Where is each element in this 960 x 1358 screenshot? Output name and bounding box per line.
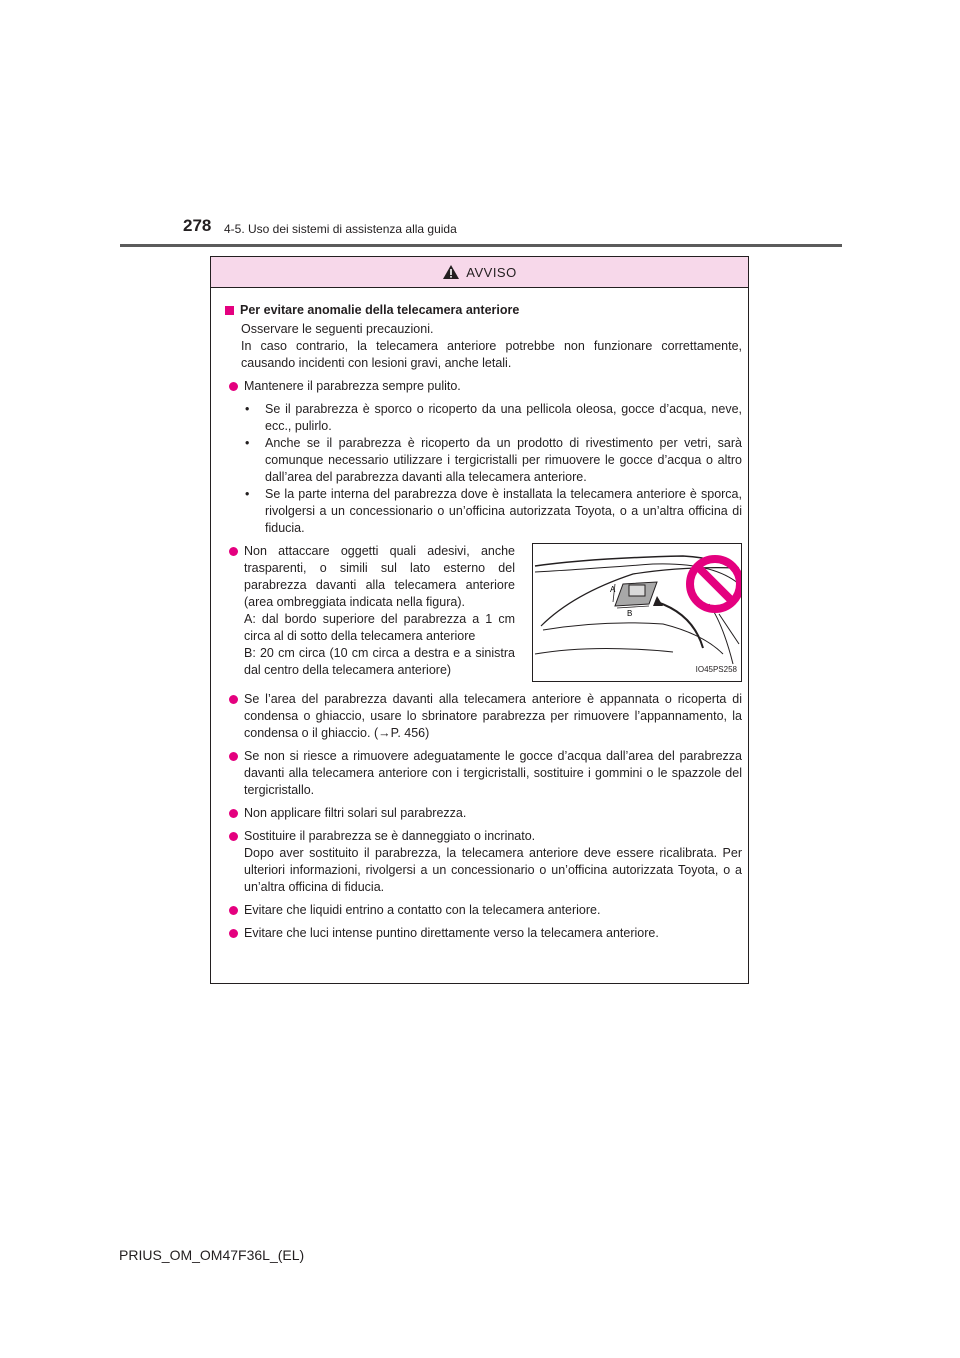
square-bullet-icon: [225, 306, 234, 315]
bullet-defroster: Se l’area del parabrezza davanti alla telecamera anteriore è appannata o ricoperta di condensa o ghiaccio, usare lo sbrinatore parabrezza per rimuovere l’appannamento, la condensa o il ghiaccio. (→P. 456): [225, 691, 742, 742]
bullet-replace-windshield: Sostituire il parabrezza se è danneggiato o incrinato. Dopo aver sostituito il parabrezza, la telecamera anteriore deve essere ricalibrata. Per ulteriori informazioni, rivolgersi a un concessionario o un’officina autorizzata Toyota, o a un’altra officina di fiducia.: [225, 828, 742, 896]
figure-id: IO45PS258: [695, 665, 737, 674]
round-bullet-icon: [229, 929, 238, 938]
dash-list: [241, 401, 742, 537]
round-bullet-icon: [229, 547, 238, 556]
warning-heading: Per evitare anomalie della telecamera anteriore: [225, 302, 742, 319]
label-b: B: [627, 609, 633, 618]
dash-item: • Se il parabrezza è sporco o ricoperto da una pellicola oleosa, gocce d’acqua, neve, ecc., pulirlo.: [245, 402, 742, 433]
round-bullet-icon: [229, 809, 238, 818]
warning-box: [210, 256, 749, 984]
bullet-no-bright-light: Evitare che luci intense puntino direttamente verso la telecamera anteriore.: [225, 925, 742, 942]
document-code: PRIUS_OM_OM47F36L_(EL): [119, 1247, 305, 1263]
section-title: 4-5. Uso dei sistemi di assistenza alla guida: [224, 222, 457, 236]
intro-line-2: In caso contrario, la telecamera anteriore potrebbe non funzionare correttamente, causando incidenti con lesioni gravi, anche letali.: [241, 339, 742, 370]
intro-line-1: Osservare le seguenti precauzioni.: [241, 322, 434, 336]
bullet-wiper-blades: Se non si riesce a rimuovere adeguatamente le gocce d’acqua dall’area del parabrezza davanti alla telecamera anteriore con i tergicristalli, sostituire i gommini o le spazzole del tergicristallo.: [225, 748, 742, 799]
warning-content: [225, 302, 742, 948]
warning-triangle-icon: [442, 264, 460, 280]
bullet-no-tint: Non applicare filtri solari sul parabrezza.: [225, 805, 742, 822]
round-bullet-icon: [229, 382, 238, 391]
bullet-no-liquids: Evitare che liquidi entrino a contatto con la telecamera anteriore.: [225, 902, 742, 919]
dash-item: • Se la parte interna del parabrezza dove è installata la telecamera anteriore è sporca, rivolgersi a un concessionario o un’officina autorizzata Toyota, o a un’altra officina di fiducia.: [245, 487, 742, 535]
round-bullet-icon: [229, 695, 238, 704]
sticker-block: [225, 543, 742, 691]
dash-item: • Anche se il parabrezza è ricoperto da un prodotto di rivestimento per vetri, sarà comunque necessario utilizzare i tergicristalli per rimuovere le gocce d’acqua o altro dall’area del parabrezza davanti alla telecamera anteriore.: [245, 436, 742, 484]
round-bullet-icon: [229, 906, 238, 915]
windshield-figure: [532, 543, 742, 682]
round-bullet-icon: [229, 752, 238, 761]
bullet-clean-windshield: Mantenere il parabrezza sempre pulito.: [225, 378, 742, 395]
warning-title: AVVISO: [466, 264, 517, 280]
page-number: 278: [183, 216, 212, 235]
label-a: A: [610, 585, 616, 594]
header-rule: [120, 244, 842, 247]
warning-header: [211, 257, 748, 288]
bullet-no-stickers: Non attaccare oggetti quali adesivi, anche trasparenti, o simili sul lato esterno del parabrezza davanti alla telecamera anteriore (area ombreggiata indicata nella figura). A: dal bordo superiore del parabrezza a 1 cm circa al di sotto della telecamera anteriore B: 20 cm circa (10 cm circa a destra e a sinistra dal centro della telecamera anteriore): [225, 543, 515, 679]
round-bullet-icon: [229, 832, 238, 841]
